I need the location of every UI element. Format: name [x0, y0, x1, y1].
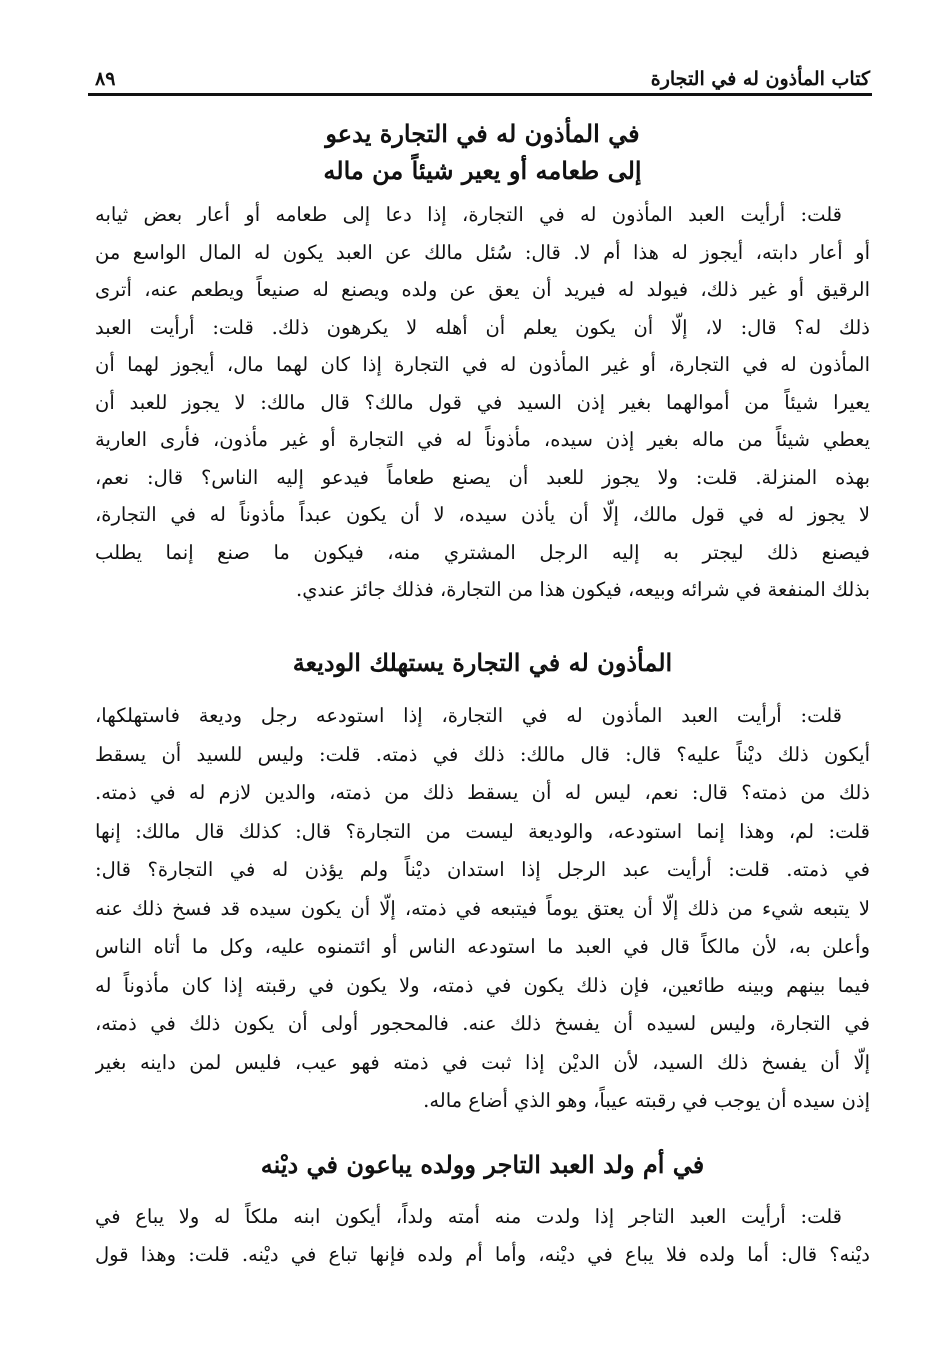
text-line: بذلك المنفعة في شرائه وبيعه، فيكون هذا من التجارة، فذلك جائز عندي.	[296, 578, 870, 601]
text-line: يعطي شيئاً من ماله بغير إذن سيده، مأذوناً له في التجارة أو غير مأذون، فأرى العارية	[95, 428, 870, 451]
text-line: أو أعار دابته، أيجوز له هذا أم لا. قال: سُئل مالك عن العبد يكون له المال الواسع من	[95, 240, 870, 264]
text-line: قلت: لم، وهذا إنما استودعه، والوديعة ليست من التجارة؟ قال: كذلك قال مالك: إنها	[95, 819, 870, 843]
text-line: ذلك له؟ قال: لا، إلّا أن يكون يعلم أن أهله لا يكرهون ذلك. قلت: أرأيت العبد	[95, 315, 870, 339]
text-line: قلت: أرأيت العبد المأذون له في التجارة، إذا استودعه رجل وديعة فاستهلكها،	[95, 704, 842, 727]
section-heading-2: المأذون له في التجارة يستهلك الوديعة	[292, 648, 673, 677]
text-line: وأعلن به، لأن مالكاً قال في العبد ما استودعه الناس أو ائتمنوه عليه، وكل ما أتاه الناس	[95, 935, 870, 958]
text-line: قلت: أرأيت العبد المأذون له في التجارة، إذا دعا إلى طعامه أو أعار بعض ثيابه	[95, 203, 842, 226]
text-line: لا يجوز له في قول مالك، إلّا أن يأذن سيده، لا أن يكون عبداً مأذوناً له في التجارة،	[95, 503, 870, 526]
heading-line: إلى طعامه أو يعير شيئاً من ماله	[323, 156, 642, 185]
book-title: كتاب المأذون له في التجارة	[650, 68, 870, 90]
text-line: فيما بينهم وبينه طائعين، فإن ذلك يكون في ذمته، ولا يكون في رقبته إذا كان مأذوناً له	[95, 973, 870, 997]
text-line: في التجارة، وليس لسيده أن يفسخ ذلك عنه. فالمحجور أولى أن يكون ذلك في ذمته،	[95, 1012, 870, 1035]
section-heading-1	[95, 115, 870, 189]
paragraph-2	[95, 697, 870, 1121]
text-line: بهذه المنزلة. قلت: ولا يجوز للعبد أن يصنع طعاماً فيدعو إليه الناس؟ قال: نعم،	[95, 465, 870, 489]
text-line: لا يتبعه شيء من ذلك إلّا أن يعتق يوماً فيتبعه في ذمته، إلّا أن يكون سيده قد فسخ ذلك عنه	[95, 896, 870, 920]
text-line: إلّا أن يفسخ ذلك السيد، لأن الديْن إذا ثبت في ذمته فهو عيب، فليس لمن داينه بغير	[95, 1050, 870, 1074]
paragraph-1	[95, 196, 870, 609]
section-heading-3: في أم ولد العبد التاجر وولده يباعون في ديْنه	[260, 1150, 705, 1179]
text-line: المأذون له في التجارة، أو غير المأذون له في التجارة إذا كان لهما مال، أيجوز لهما أن	[95, 353, 870, 376]
running-header	[95, 58, 870, 90]
text-line: يعيرا شيئاً من أموالهما بغير إذن السيد في قول مالك؟ قال مالك: لا يجوز للعبد أن	[95, 390, 870, 414]
text-line: أيكون ذلك ديْناً عليه؟ قال: قال مالك: ذلك في ذمته. قلت: وليس للسيد أن يسقط	[95, 742, 870, 766]
text-line: ديْنه؟ قال: أما ولده فلا يباع في ديْنه، وأما أم ولده فإنها تباع في ديْنه. قلت: وهذا قول	[95, 1242, 870, 1266]
heading-line: في المأذون له في التجارة يدعو	[325, 119, 640, 148]
header-rule	[88, 93, 872, 96]
text-line: قلت: أرأيت العبد التاجر إذا ولدت منه أمته ولداً، أيكون ابنه ملكاً له ولا يباع في	[95, 1205, 842, 1228]
text-line: إذن سيده أن يوجب في رقبته عيباً، وهو الذي أضاع ماله.	[423, 1089, 870, 1112]
text-line: في ذمته. قلت: أرأيت عبد الرجل إذا استدان ديْناً ولم يؤذن له في التجارة؟ قال:	[95, 858, 870, 881]
text-line: فيصنع ذلك ليجتر به إليه الرجل المشتري منه، فيكون ما صنع إنما يطلب	[95, 540, 870, 564]
page-number: ٨٩	[95, 68, 116, 90]
text-line: الرقيق أو غير ذلك، فيولد له فيريد أن يعق عن ولده ويصنع له صنيعاً ويطعم عنه، أترى	[95, 278, 870, 301]
paragraph-3	[95, 1198, 870, 1273]
text-line: ذلك من ذمته؟ قال: نعم، ليس له أن يسقط ذلك من ذمته، والدين لازم له في ذمته.	[95, 781, 870, 804]
